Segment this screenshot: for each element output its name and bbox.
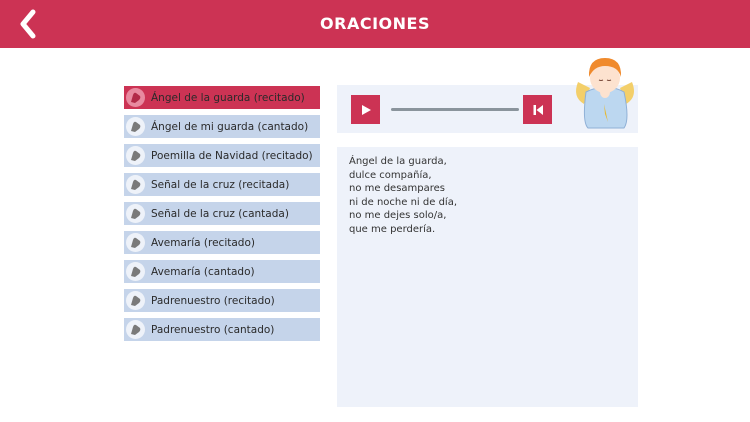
play-icon bbox=[360, 104, 372, 116]
restart-button[interactable] bbox=[523, 95, 552, 124]
praying-angel-illustration bbox=[572, 52, 638, 130]
prayer-item-label: Poemilla de Navidad (recitado) bbox=[151, 149, 313, 162]
lyrics-line: no me desampares bbox=[349, 183, 446, 194]
prayer-item-label: Padrenuestro (cantado) bbox=[151, 323, 275, 336]
skip-back-icon bbox=[532, 104, 544, 116]
lyrics-line: dulce compañía, bbox=[349, 169, 432, 181]
prayer-item-angel-guarda-recitado[interactable] bbox=[124, 86, 320, 109]
lyrics-line: ni de noche ni de día, bbox=[349, 196, 458, 208]
prayer-item-label: Padrenuestro (recitado) bbox=[151, 294, 275, 307]
praying-hands-icon bbox=[126, 233, 145, 252]
lyrics-line: que me perdería. bbox=[349, 223, 436, 235]
lyrics-line: Ángel de la guarda, bbox=[349, 156, 447, 167]
praying-hands-icon bbox=[126, 146, 145, 165]
play-button[interactable] bbox=[351, 95, 380, 124]
prayer-item-poemilla-navidad[interactable] bbox=[124, 144, 320, 167]
prayer-item-label: Avemaría (cantado) bbox=[151, 265, 255, 278]
prayer-item-senal-cruz-cantada[interactable] bbox=[124, 202, 320, 225]
prayer-item-label: Señal de la cruz (recitada) bbox=[151, 178, 290, 191]
prayer-item-label: Ángel de la guarda (recitado) bbox=[151, 91, 305, 104]
prayer-item-senal-cruz-recitada[interactable] bbox=[124, 173, 320, 196]
praying-hands-icon bbox=[126, 175, 145, 194]
prayer-item-padrenuestro-recitado[interactable] bbox=[124, 289, 320, 312]
lyrics-panel bbox=[337, 147, 638, 407]
prayer-item-label: Señal de la cruz (cantada) bbox=[151, 207, 289, 220]
prayer-list bbox=[124, 86, 320, 347]
praying-hands-icon bbox=[126, 291, 145, 310]
lyrics-line: no me dejes solo/a, bbox=[349, 210, 447, 221]
progress-slider[interactable] bbox=[391, 108, 519, 111]
praying-hands-icon bbox=[126, 204, 145, 223]
prayer-item-avemaria-recitado[interactable] bbox=[124, 231, 320, 254]
prayer-item-label: Ángel de mi guarda (cantado) bbox=[151, 120, 309, 133]
prayer-item-angel-mi-guarda-cantado[interactable] bbox=[124, 115, 320, 138]
prayer-item-avemaria-cantado[interactable] bbox=[124, 260, 320, 283]
praying-hands-icon bbox=[126, 88, 145, 107]
praying-hands-icon bbox=[126, 262, 145, 281]
praying-hands-icon bbox=[126, 320, 145, 339]
prayer-item-label: Avemaría (recitado) bbox=[151, 236, 255, 249]
praying-hands-icon bbox=[126, 117, 145, 136]
prayer-item-padrenuestro-cantado[interactable] bbox=[124, 318, 320, 341]
page-title: ORACIONES bbox=[320, 14, 430, 33]
header-bar bbox=[0, 0, 750, 48]
